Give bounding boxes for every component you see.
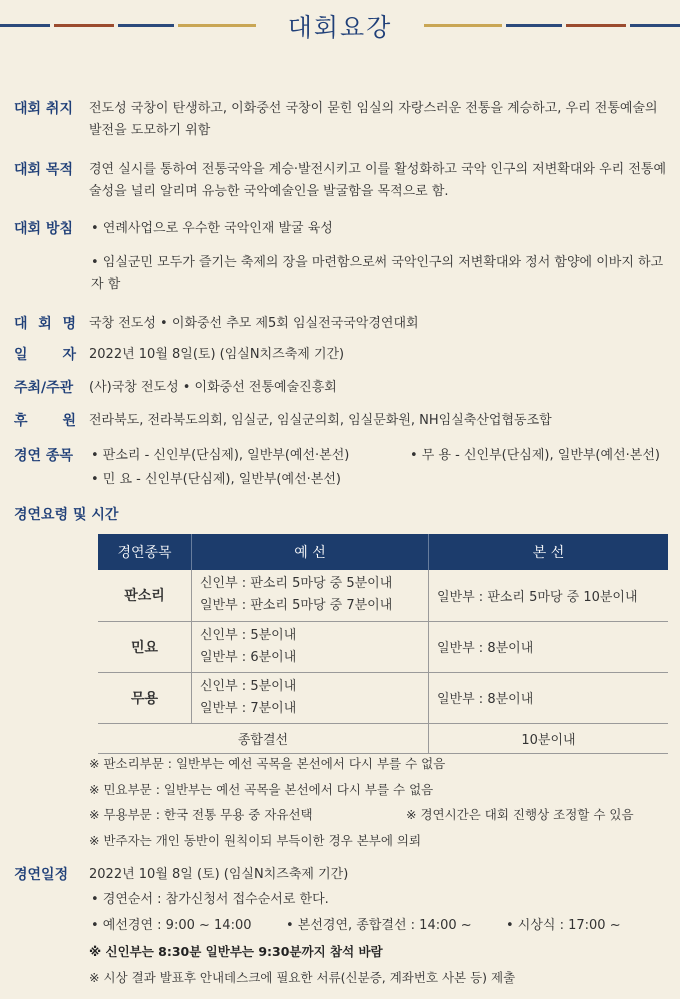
- documents-note: ※ 시상 결과 발표후 안내데스크에 필요한 서류(신분증, 계좌번호 사본 등) 제출: [89, 970, 516, 985]
- final-round-value: 10분이내: [429, 723, 669, 753]
- note: ※ 민요부문 : 일반부는 예선 곡목을 본선에서 다시 부를 수 없음: [89, 782, 434, 797]
- event-item: • 판소리 - 신인부(단심제), 일반부(예선·본선): [91, 448, 350, 463]
- row-prelim: 신인부 : 5분이내 일반부 : 6분이내: [192, 621, 429, 672]
- name-text: 국창 전도성 • 이화중선 추모 제5회 임실전국국악경연대회: [89, 316, 419, 331]
- table-row: [98, 672, 668, 723]
- row-prelim: 신인부 : 판소리 5마당 중 5분이내 일반부 : 판소리 5마당 중 7분이내: [192, 570, 429, 621]
- schedule-date: 2022년 10월 8일 (토) (임실N치즈축제 기간): [89, 867, 349, 882]
- page-header: [0, 0, 680, 56]
- date-text: 2022년 10월 8일(토) (임실N치즈축제 기간): [89, 347, 345, 362]
- row-final: 일반부 : 판소리 5마당 중 10분이내: [429, 570, 669, 621]
- purpose-label: 대회 취지: [14, 101, 73, 117]
- schedule-prelim: • 예선경연 : 9:00 ~ 14:00: [91, 918, 252, 933]
- table-row: [98, 570, 668, 621]
- table-header: 본 선: [429, 534, 669, 570]
- sponsor-text: 전라북도, 전라북도의회, 임실군, 임실군의회, 임실문화원, NH임실축산업협동조합: [89, 413, 552, 428]
- events-label: 경연 종목: [14, 448, 73, 464]
- policy-item: • 임실군민 모두가 즐기는 축제의 장을 마련함으로써 국악인구의 저변확대와 정서 함양에 이바지 하고자 함: [91, 255, 664, 292]
- attendance-note: ※ 신인부는 8:30분 일반부는 9:30분까지 참석 바람: [89, 944, 383, 959]
- name-label: 대 회 명: [14, 316, 76, 332]
- note: ※ 판소리부문 : 일반부는 예선 곡목을 본선에서 다시 부를 수 없음: [89, 756, 446, 771]
- schedule-order: • 경연순서 : 참가신청서 접수순서로 한다.: [91, 892, 329, 907]
- goal-text: 경연 실시를 통하여 전통국악을 계승·발전시키고 이를 활성화하고 국악 인구의 저변확대와 우리 전통예술성을 널리 알리며 유능한 국악예술인을 발굴함을 목적으로 함.: [89, 162, 667, 199]
- note: ※ 경연시간은 대회 진행상 조정할 수 있음: [406, 807, 634, 822]
- rules-heading: 경연요령 및 시간: [14, 507, 119, 523]
- table-header-row: [98, 534, 668, 570]
- row-category: 무용: [98, 672, 192, 723]
- host-label: 주최/주관: [14, 380, 74, 396]
- event-item: • 무 용 - 신인부(단심제), 일반부(예선·본선): [410, 448, 660, 463]
- table-row: [98, 723, 668, 753]
- host-text: (사)국창 전도성 • 이화중선 전통예술진흥회: [89, 380, 337, 395]
- row-final: 일반부 : 8분이내: [429, 672, 669, 723]
- table-row: [98, 621, 668, 672]
- final-round-label: 종합결선: [98, 723, 429, 753]
- date-label: 일 자: [14, 347, 76, 363]
- policy-label: 대회 방침: [14, 221, 73, 237]
- row-category: 민요: [98, 621, 192, 672]
- sponsor-label: 후 원: [14, 413, 76, 429]
- row-final: 일반부 : 8분이내: [429, 621, 669, 672]
- table-header: 예 선: [192, 534, 429, 570]
- schedule-label: 경연일정: [14, 867, 69, 883]
- page-title: 대회요강: [287, 13, 393, 42]
- note: ※ 반주자는 개인 동반이 원칙이되 부득이한 경우 본부에 의뢰: [89, 833, 422, 848]
- purpose-text: 전도성 국창이 탄생하고, 이화중선 국창이 묻힌 임실의 자랑스러운 전통을 계승하고, 우리 전통예술의 발전을 도모하기 위함: [89, 101, 658, 138]
- goal-label: 대회 목적: [14, 162, 73, 178]
- row-category: 판소리: [98, 570, 192, 621]
- table-header: 경연종목: [98, 534, 192, 570]
- note: ※ 무용부문 : 한국 전통 무용 중 자유선택: [89, 807, 313, 822]
- schedule-final: • 본선경연, 종합결선 : 14:00 ~: [286, 918, 472, 933]
- schedule-award: • 시상식 : 17:00 ~: [506, 918, 621, 933]
- rules-table: [98, 534, 668, 754]
- event-item: • 민 요 - 신인부(단심제), 일반부(예선·본선): [91, 472, 341, 487]
- row-prelim: 신인부 : 5분이내 일반부 : 7분이내: [192, 672, 429, 723]
- policy-item: • 연례사업으로 우수한 국악인재 발굴 육성: [91, 221, 333, 236]
